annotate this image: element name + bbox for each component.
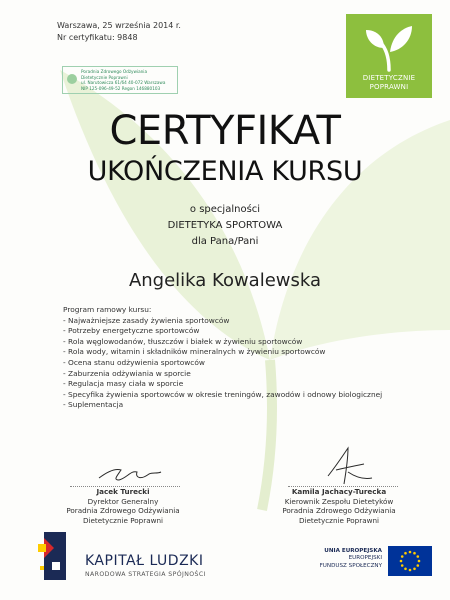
eu-flag-icon xyxy=(388,546,432,576)
logo-text-line2: POPRAWNI xyxy=(369,83,409,91)
signature-block-left xyxy=(38,487,208,525)
signatory-org: Poradnia Zdrowego Odżywiania xyxy=(66,506,180,516)
stamp-logo-icon xyxy=(67,74,77,84)
program-item: - Suplementacja xyxy=(63,400,124,410)
kapital-ludzki-subtitle: NARODOWA STRATEGIA SPÓJNOŚCI xyxy=(85,571,206,578)
program-item: - Rola wody, witamin i składników mineralnych w żywieniu sportowców xyxy=(63,347,326,357)
eu-label-line: UNIA EUROPEJSKA xyxy=(324,548,382,554)
sprout-icon xyxy=(362,22,416,72)
stamp-line: Poradnia Zdrowego Odżywiania xyxy=(81,69,148,74)
signatory-org: Dietetycznie Poprawni xyxy=(298,515,380,525)
logo-text-line1: DIETETYCZNIE xyxy=(362,74,416,82)
kapital-ludzki-title: KAPITAŁ LUDZKI xyxy=(85,553,204,569)
program-item: - Najważniejsze zasady żywienia sportowców xyxy=(63,315,230,325)
program-item: - Rola węglowodanów, tłuszczów i białek w żywieniu sportowców xyxy=(63,336,303,346)
certificate-title: CERTYFIKAT xyxy=(109,108,341,154)
specialty-intro: o specjalności xyxy=(189,204,261,215)
specialty-name: DIETETYKA SPORTOWA xyxy=(167,220,283,231)
signatory-org: Poradnia Zdrowego Odżywiania xyxy=(282,506,396,516)
signatory-role: Dyrektor Generalny xyxy=(87,496,159,506)
signature-left xyxy=(95,462,165,486)
program-item: - Specyfika żywienia sportowców w okresie treningów, zawodów i odnowy biologicznej xyxy=(63,389,383,399)
eu-label xyxy=(300,548,382,570)
signatory-org: Dietetycznie Poprawni xyxy=(82,515,164,525)
program-heading: Program ramowy kursu: xyxy=(63,305,152,314)
signatory-name: Kamila Jachacy-Turecka xyxy=(291,487,387,496)
program-list xyxy=(63,316,382,411)
dietetycznie-poprawni-logo xyxy=(346,14,432,98)
signature-block-right xyxy=(254,487,424,525)
stamp-line: Dietetycznie Poprawni xyxy=(81,74,128,80)
kapital-ludzki-logo-icon xyxy=(38,532,78,580)
certificate-number: Nr certyfikatu: 9848 xyxy=(57,33,138,42)
signatory-name: Jacek Turecki xyxy=(96,487,150,496)
program-item: - Ocena stanu odżywienia sportowców xyxy=(63,357,205,367)
signature-right xyxy=(322,446,378,488)
stamp-line: ul. Narutowicza 61/64 40-072 Warszawa xyxy=(81,80,166,86)
program-item: - Zaburzenia odżywiania w sporcie xyxy=(63,368,191,378)
eu-label-line: EUROPEJSKI xyxy=(348,555,382,562)
course-program xyxy=(63,305,382,411)
program-item: - Regulacja masy ciała w sporcie xyxy=(63,379,184,389)
program-item: - Potrzeby energetyczne sportowców xyxy=(63,326,200,336)
recipient-intro: dla Pana/Pani xyxy=(191,236,259,247)
header-info xyxy=(57,20,181,44)
stamp-line: NIP 125-096-49-52 Regon 146880103 xyxy=(81,85,161,91)
company-stamp xyxy=(62,66,178,94)
date-line: Warszawa, 25 września 2014 r. xyxy=(57,21,181,30)
eu-label-line: FUNDUSZ SPOŁECZNY xyxy=(319,562,382,569)
certificate-subtitle: UKOŃCZENIA KURSU xyxy=(87,156,363,187)
signatory-role: Kierownik Zespołu Dietetyków xyxy=(284,496,394,506)
recipient-name: Angelika Kowalewska xyxy=(128,270,322,291)
